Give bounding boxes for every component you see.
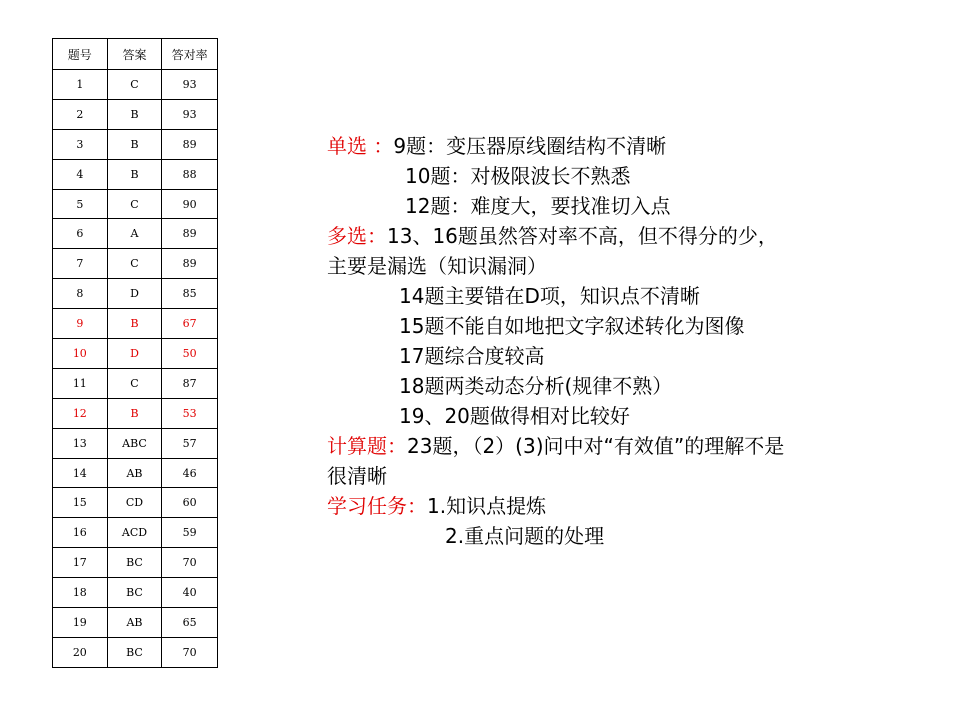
question-no-cell: 7 [53, 249, 108, 279]
table-row [53, 339, 218, 369]
question-no-cell: 19 [53, 608, 108, 638]
table-row [53, 518, 218, 548]
calculation-text: 23题，（2）(3)问中对“有效值”的理解不是 [407, 434, 785, 458]
calculation-text-cont: 很清晰 [327, 464, 387, 488]
multi-choice-item: 15题不能自如地把文字叙述转化为图像 [399, 314, 745, 338]
correct-rate-cell: 53 [162, 398, 218, 428]
multi-choice-item-line [327, 341, 947, 371]
learning-task-label: 学习任务： [327, 494, 427, 518]
multi-choice-item-line [327, 371, 947, 401]
correct-rate-cell: 93 [162, 99, 218, 129]
question-no-cell: 4 [53, 159, 108, 189]
question-no-cell: 17 [53, 548, 108, 578]
multi-choice-label: 多选： [327, 224, 387, 248]
answer-cell: AB [107, 458, 162, 488]
table-row [53, 219, 218, 249]
correct-rate-cell: 50 [162, 339, 218, 369]
multi-choice-item: 17题综合度较高 [399, 344, 545, 368]
correct-rate-cell: 90 [162, 189, 218, 219]
table-row [53, 309, 218, 339]
table-row [53, 608, 218, 638]
multi-choice-item-line [327, 281, 947, 311]
table-row [53, 637, 218, 667]
table-row [53, 428, 218, 458]
calculation-line-2 [327, 461, 947, 491]
multi-choice-line-2 [327, 251, 947, 281]
correct-rate-cell: 67 [162, 309, 218, 339]
multi-choice-summary-cont: 主要是漏选（知识漏洞） [327, 254, 547, 278]
answer-cell: ACD [107, 518, 162, 548]
correct-rate-cell: 40 [162, 578, 218, 608]
calculation-line-1 [327, 431, 947, 461]
single-choice-item: 9题：变压器原线圈结构不清晰 [393, 134, 667, 158]
question-no-cell: 12 [53, 398, 108, 428]
answer-cell: C [107, 189, 162, 219]
table-row [53, 279, 218, 309]
question-no-cell: 10 [53, 339, 108, 369]
answer-cell: C [107, 249, 162, 279]
header-question-no: 题号 [53, 39, 108, 70]
single-choice-item: 12题：难度大，要找准切入点 [405, 194, 671, 218]
learning-task-line-1 [327, 491, 947, 521]
answer-cell: B [107, 129, 162, 159]
multi-choice-summary: 13、16题虽然答对率不高，但不得分的少， [387, 224, 778, 248]
correct-rate-cell: 89 [162, 249, 218, 279]
single-choice-item: 10题：对极限波长不熟悉 [405, 164, 631, 188]
multi-choice-item: 18题两类动态分析(规律不熟） [399, 374, 673, 398]
table-row [53, 129, 218, 159]
correct-rate-cell: 70 [162, 548, 218, 578]
question-no-cell: 13 [53, 428, 108, 458]
answer-cell: D [107, 279, 162, 309]
answer-cell: B [107, 99, 162, 129]
correct-rate-cell: 89 [162, 219, 218, 249]
correct-rate-cell: 46 [162, 458, 218, 488]
multi-choice-item-line [327, 311, 947, 341]
correct-rate-cell: 70 [162, 637, 218, 667]
calculation-label: 计算题： [327, 434, 407, 458]
question-no-cell: 18 [53, 578, 108, 608]
table-row [53, 189, 218, 219]
question-no-cell: 3 [53, 129, 108, 159]
table-row [53, 578, 218, 608]
question-no-cell: 1 [53, 70, 108, 100]
multi-choice-item-line [327, 401, 947, 431]
question-no-cell: 15 [53, 488, 108, 518]
multi-choice-item: 19、20题做得相对比较好 [399, 404, 630, 428]
answer-cell: CD [107, 488, 162, 518]
header-correct-rate: 答对率 [162, 39, 218, 70]
multi-choice-line-1 [327, 221, 947, 251]
analysis-text [327, 131, 947, 551]
question-no-cell: 20 [53, 637, 108, 667]
question-no-cell: 5 [53, 189, 108, 219]
question-no-cell: 9 [53, 309, 108, 339]
table-row [53, 398, 218, 428]
table-row [53, 458, 218, 488]
question-no-cell: 16 [53, 518, 108, 548]
answer-cell: A [107, 219, 162, 249]
correct-rate-cell: 85 [162, 279, 218, 309]
table-row [53, 99, 218, 129]
correct-rate-cell: 65 [162, 608, 218, 638]
learning-task-item: 2.重点问题的处理 [445, 524, 605, 548]
single-choice-label: 单选 ： [327, 134, 394, 158]
answer-rate-table [52, 38, 218, 668]
answer-cell: AB [107, 608, 162, 638]
correct-rate-cell: 59 [162, 518, 218, 548]
single-choice-line-3 [327, 191, 947, 221]
table-row [53, 70, 218, 100]
answer-cell: BC [107, 637, 162, 667]
answer-cell: B [107, 398, 162, 428]
question-no-cell: 8 [53, 279, 108, 309]
table-row [53, 159, 218, 189]
correct-rate-cell: 89 [162, 129, 218, 159]
single-choice-line-1 [327, 131, 947, 161]
correct-rate-cell: 93 [162, 70, 218, 100]
correct-rate-cell: 88 [162, 159, 218, 189]
table-row [53, 488, 218, 518]
table-row [53, 548, 218, 578]
question-no-cell: 2 [53, 99, 108, 129]
question-no-cell: 14 [53, 458, 108, 488]
table-row [53, 368, 218, 398]
correct-rate-cell: 87 [162, 368, 218, 398]
question-no-cell: 11 [53, 368, 108, 398]
learning-task-item: 1.知识点提炼 [427, 494, 547, 518]
answer-cell: B [107, 159, 162, 189]
single-choice-line-2 [327, 161, 947, 191]
answer-cell: B [107, 309, 162, 339]
correct-rate-cell: 60 [162, 488, 218, 518]
answer-cell: C [107, 368, 162, 398]
answer-cell: D [107, 339, 162, 369]
header-answer: 答案 [107, 39, 162, 70]
table-row [53, 249, 218, 279]
answer-cell: BC [107, 578, 162, 608]
learning-task-line-2 [327, 521, 947, 551]
question-no-cell: 6 [53, 219, 108, 249]
multi-choice-item: 14题主要错在D项，知识点不清晰 [399, 284, 700, 308]
answer-cell: BC [107, 548, 162, 578]
table-header-row [53, 39, 218, 70]
answer-cell: ABC [107, 428, 162, 458]
correct-rate-cell: 57 [162, 428, 218, 458]
answer-cell: C [107, 70, 162, 100]
